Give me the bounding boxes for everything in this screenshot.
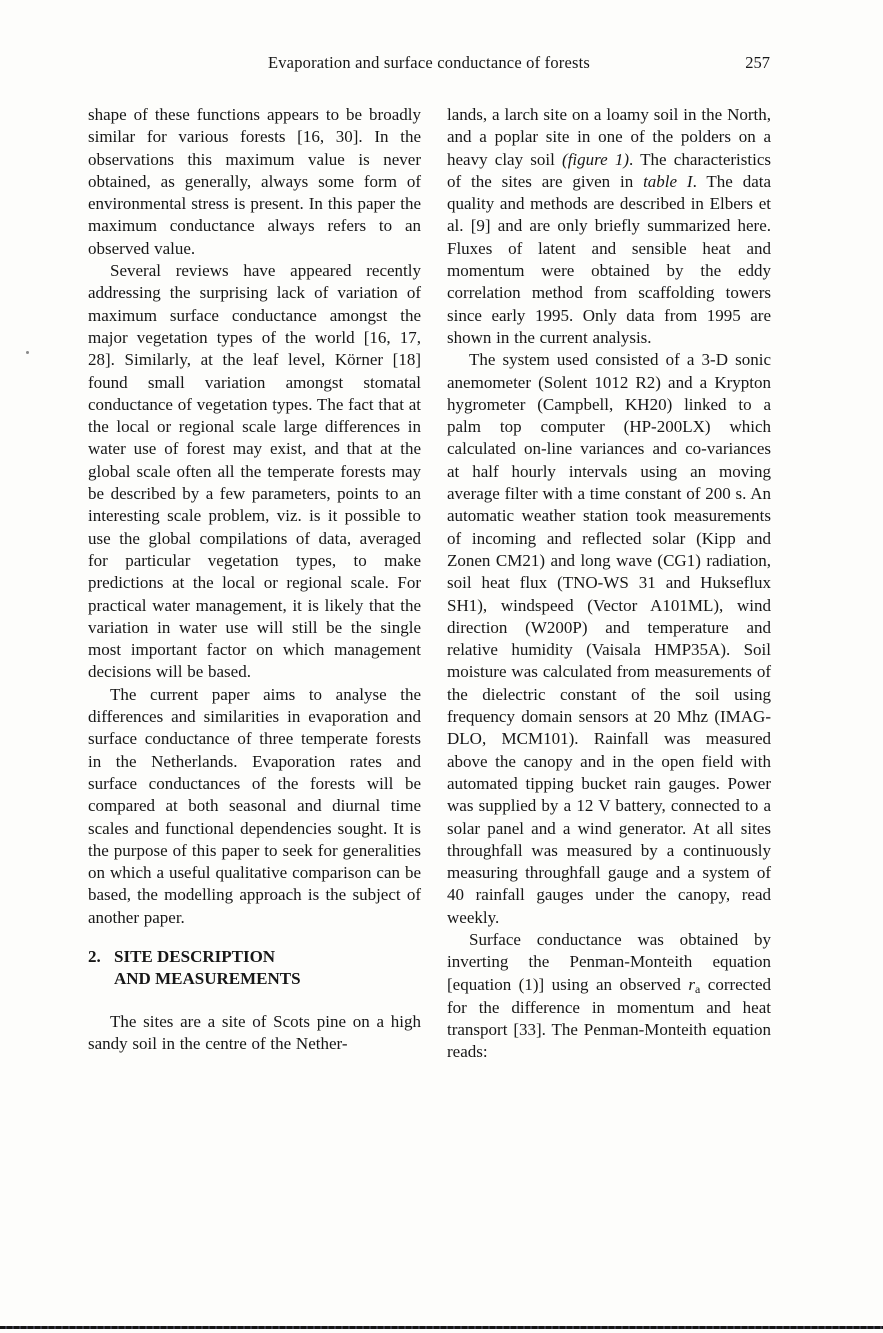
- section-title-line1: SITE DESCRIPTION: [114, 946, 276, 966]
- scan-edge-line-artifact: [0, 1326, 883, 1329]
- paragraph-surface-conductance-method: Surface conductance was obtained by inverting the Penman-Monteith equation [equation (1)] using an observed ra corrected for the difference in momentum and heat transport [33]. The Penman-Monteith equation reads:: [447, 929, 771, 1062]
- paragraph-measurement-system: The system used consisted of a 3-D sonic anemometer (Solent 1012 R2) and a Krypton hygrometer (Campbell, KH20) linked to a palm top computer (HP-200LX) which calculated on-line variances and co-variances at half hourly intervals using an moving average filter with a time constant of 200 s. An automatic weather station took measurements of incoming and reflected solar (Kipp and Zonen CM21) and long wave (CG1) radiation, soil heat flux (TNO-WS 31 and Hukseflux SH1), windspeed (Vector A101ML), wind direction (W200P) and temperature and relative humidity (Vaisala HMP35A). Soil moisture was calculated from measurements of the dielectric constant of the soil using frequency domain sensors at 20 Mhz (IMAG-DLO, MCM101). Rainfall was measured above the canopy and in the open field with automated tipping bucket rain gauges. Power was supplied by a 12 V battery, connected to a solar panel and a wind generator. At all sites throughfall was measured by a continuously measuring throughfall gauge and a system of 40 rainfall gauges under the canopy, read weekly.: [447, 350, 771, 927]
- page-number: 257: [745, 53, 770, 72]
- paragraph-reviews-surface-conductance: Several reviews have appeared recently addressing the surprising lack of variation of maximum surface conductance amongst the major vegetation types of the world [16, 17, 28]. Similarly, at the leaf level, Körner [18] found small variation amongst stomatal conductance of vegetation types. The fact that at the local or regional scale large differences in water use of forest may exist, and that at the global scale often all the temperate forests may be described by a few parameters, points to an interesting scale problem, viz. is it possible to use the global compilations of data, averaged for particular vegetation types, to make predictions at the local or regional scale. For practical water management, it is likely that the variation in water use will still be the single most important factor on which management decisions will be based.: [88, 261, 421, 682]
- left-column: [88, 104, 421, 1056]
- paragraph-sites-description-start: The sites are a site of Scots pine on a high sandy soil in the centre of the Nether-: [88, 1011, 421, 1054]
- right-column: [447, 104, 771, 1064]
- running-header-title: Evaporation and surface conductance of forests: [267, 53, 591, 72]
- paragraph-continued-from-previous-page: shape of these functions appears to be broadly similar for various forests [16, 30]. In the observations this maximum value is never obtained, as generally, always some form of environmental stress is present. In this paper the maximum conductance always refers to an observed value.: [88, 105, 421, 258]
- section-number: 2.: [88, 946, 101, 966]
- section-title-line2: AND MEASUREMENTS: [114, 969, 301, 989]
- scan-speck-artifact: [26, 351, 29, 354]
- section-heading-site-description: [88, 946, 421, 991]
- section-title: [114, 946, 301, 991]
- paragraph-current-paper-aims: The current paper aims to analyse the differences and similarities in evaporation and surface conductance of three temperate forests in the Netherlands. Evaporation rates and surface conductances of the forests will be compared at both seasonal and diurnal time scales and functional dependencies sought. It is the purpose of this paper to seek for generalities on which a useful qualitative comparison can be based, the modelling approach is the subject of another paper.: [88, 684, 421, 927]
- paragraph-site-characteristics: lands, a larch site on a loamy soil in the North, and a poplar site in one of the polders on a heavy clay soil (figure 1). The characteristics of the sites are given in table I. The data quality and methods are described in Elbers et al. [9] and are only briefly summarized here. Fluxes of latent and sensible heat and momentum were obtained by the eddy correlation method from scaffolding towers since early 1995. Only data from 1995 are shown in the current analysis.: [447, 105, 772, 347]
